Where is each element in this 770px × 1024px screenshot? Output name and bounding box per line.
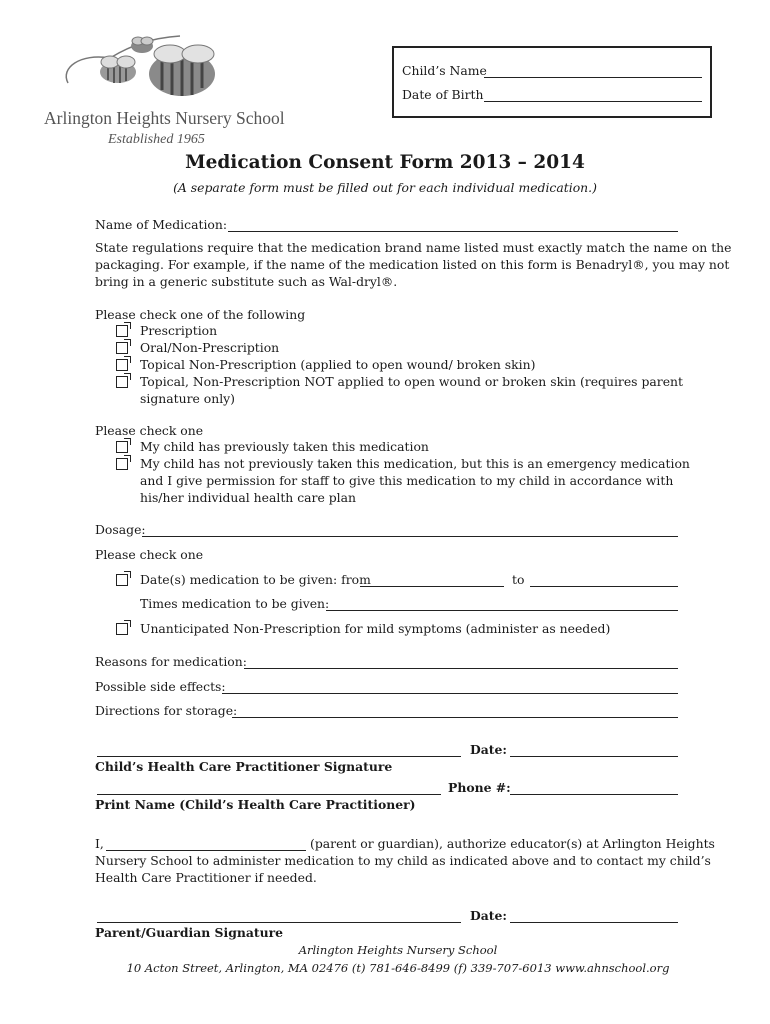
date-to-label: to [512,572,525,587]
topical-not-open-wound-checkbox[interactable] [116,376,128,388]
footer-school-name: Arlington Heights Nursery School [298,943,498,957]
date-of-birth-field[interactable] [484,88,702,102]
practitioner-signature-field[interactable] [97,743,461,757]
unanticipated-checkbox[interactable] [116,623,128,635]
storage-label: Directions for storage: [95,703,238,718]
regulation-line: State regulations require that the medication brand name listed must exactly match the name on the [95,240,732,255]
dosage-label: Dosage: [95,522,146,537]
dosage-field[interactable] [142,523,678,537]
prescription-label: Prescription [140,323,218,338]
oral-nonprescription-checkbox[interactable] [116,342,128,354]
child-name-field[interactable] [484,64,702,78]
practitioner-date-field[interactable] [510,743,678,757]
topical-open-wound-label: Topical Non-Prescription (applied to open wound/ broken skin) [140,357,536,372]
dates-label: Date(s) medication to be given: from [140,572,371,587]
reasons-field[interactable] [244,655,678,669]
regulation-line: bring in a generic substitute such as Wal-dryl®. [95,274,398,289]
reasons-label: Reasons for medication: [95,654,247,669]
oral-nonprescription-label: Oral/Non-Prescription [140,340,280,355]
page-subtitle: (A separate form must be filled out for each individual medication.) [173,180,597,195]
times-field[interactable] [326,597,678,611]
date-of-birth-label: Date of Birth [402,87,484,102]
topical-not-open-wound-label: Topical, Non-Prescription NOT applied to open wound or broken skin (requires parent [140,374,684,389]
date-from-field[interactable] [360,573,504,587]
date-to-field[interactable] [530,573,678,587]
side-effects-label: Possible side effects: [95,679,226,694]
schedule-heading: Please check one [95,547,204,562]
previously-taken-label: My child has previously taken this medication [140,439,429,454]
not-previously-taken-label-cont: and I give permission for staff to give this medication to my child in accordance with [140,473,674,488]
practitioner-date-label: Date: [470,742,507,757]
dates-checkbox[interactable] [116,574,128,586]
established-text: Established 1965 [108,132,205,147]
side-effects-field[interactable] [222,680,678,694]
footer-contact: 10 Acton Street, Arlington, MA 02476 (t) 781-646-8499 (f) 339-707-6013 www.ahnschool.org [126,961,670,975]
medication-name-label: Name of Medication: [95,217,228,232]
logo [40,28,285,153]
not-previously-taken-label: My child has not previously taken this medication, but this is an emergency medication [140,456,690,471]
unanticipated-label: Unanticipated Non-Prescription for mild symptoms (administer as needed) [140,621,611,636]
bee-logo-icon [40,28,280,108]
authorization-line-2: Nursery School to administer medication to my child as indicated above and to contact my child’s [95,853,711,868]
topical-open-wound-checkbox[interactable] [116,359,128,371]
history-heading: Please check one [95,423,204,438]
practitioner-print-name-field[interactable] [97,781,441,795]
school-name-logo-text: Arlington Heights Nursery School [44,108,285,128]
regulation-line: packaging. For example, if the name of the medication listed on this form is Benadryl®, you may not [95,257,730,272]
guardian-name-field[interactable] [106,837,306,851]
storage-field[interactable] [232,704,678,718]
previously-taken-checkbox[interactable] [116,441,128,453]
not-previously-taken-checkbox[interactable] [116,458,128,470]
practitioner-signature-label: Child’s Health Care Practitioner Signature [95,759,393,774]
topical-not-open-wound-label-cont: signature only) [140,391,236,406]
parent-date-field[interactable] [510,909,678,923]
authorization-line-1: (parent or guardian), authorize educator(s) at Arlington Heights [310,836,715,851]
authorization-line-3: Health Care Practitioner if needed. [95,870,317,885]
page-title: Medication Consent Form 2013 – 2014 [185,152,585,173]
not-previously-taken-label-cont: his/her individual health care plan [140,490,356,505]
parent-signature-field[interactable] [97,909,461,923]
times-label: Times medication to be given: [140,596,330,611]
practitioner-print-name-label: Print Name (Child’s Health Care Practitioner) [95,797,416,812]
practitioner-phone-label: Phone #: [448,780,511,795]
child-name-label: Child’s Name [402,63,487,78]
parent-signature-label: Parent/Guardian Signature [95,925,284,940]
prescription-checkbox[interactable] [116,325,128,337]
medication-name-field[interactable] [228,218,678,232]
practitioner-phone-field[interactable] [510,781,678,795]
medication-type-heading: Please check one of the following [95,307,306,322]
child-info-box [392,46,712,118]
parent-date-label: Date: [470,908,507,923]
authorization-prefix: I, [95,836,104,851]
